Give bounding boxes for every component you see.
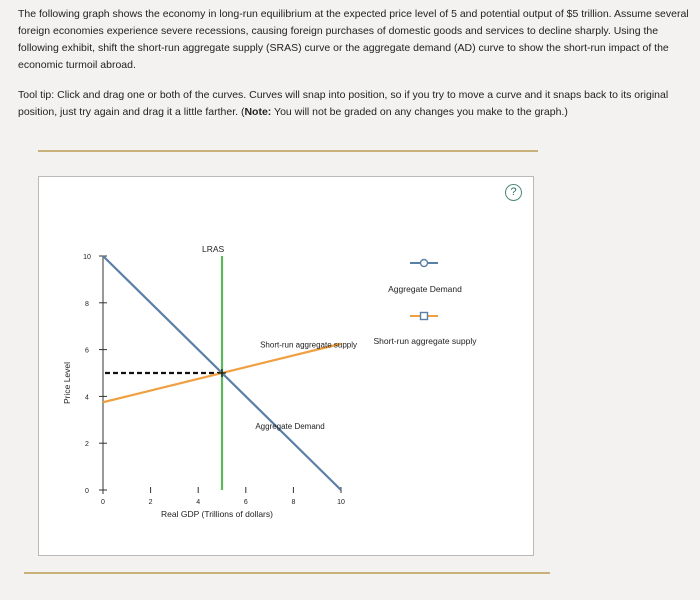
tooltip-tail: You will not be graded on any changes you make to the graph.) — [271, 106, 568, 118]
tooltip-text: Click and drag one or both of the curves. Curves will snap into position, so if you try to move a curve and it snaps back to its original position, just try again and drag it a little farther. ( — [18, 89, 669, 118]
tooltip-lead: Tool tip: — [18, 89, 55, 101]
divider-bottom — [24, 572, 550, 574]
x-tick-label: 10 — [337, 499, 345, 506]
sras-label: Short-run aggregate supply — [260, 340, 358, 350]
legend-ad-handle-icon[interactable] — [421, 260, 428, 267]
x-tick-label: 8 — [291, 499, 296, 506]
x-axis-label: Real GDP (Trillions of dollars) — [161, 509, 273, 519]
y-tick-label: 6 — [85, 347, 89, 355]
legend-label: Short-run aggregate supply — [373, 336, 477, 346]
y-tick-label: 4 — [85, 394, 89, 402]
help-icon[interactable]: ? — [505, 184, 522, 201]
x-tick-label: 6 — [243, 499, 248, 506]
ad-label: Aggregate Demand — [255, 422, 325, 432]
instructions-text: The following graph shows the economy in long-run equilibrium at the expected price level of 5 and potential output of $5 trillion. Assume several foreign economies experience severe recessions, causing foreign purchases of domestic goods and services to decline sharply. Using the following exhibit, shift the short-run aggregate supply (SRAS) curve or the aggregate demand (AD) curve to show the short-run impact of the economic turmoil abroad. — [18, 8, 689, 71]
legend-sras-handle-icon[interactable] — [421, 313, 428, 320]
y-tick-label: 2 — [85, 441, 89, 449]
legend-label: Aggregate Demand — [388, 284, 462, 294]
x-tick-label: 4 — [196, 499, 201, 506]
x-tick-label: 0 — [101, 499, 105, 506]
y-tick-label: 10 — [83, 254, 91, 261]
lras-label: LRAS — [202, 244, 225, 254]
y-tick-label: 0 — [85, 488, 89, 495]
y-axis-label: Price Level — [62, 361, 72, 405]
tooltip-note: Note: — [244, 106, 272, 118]
y-tick-label: 8 — [85, 300, 89, 308]
x-tick-label: 2 — [148, 499, 153, 506]
